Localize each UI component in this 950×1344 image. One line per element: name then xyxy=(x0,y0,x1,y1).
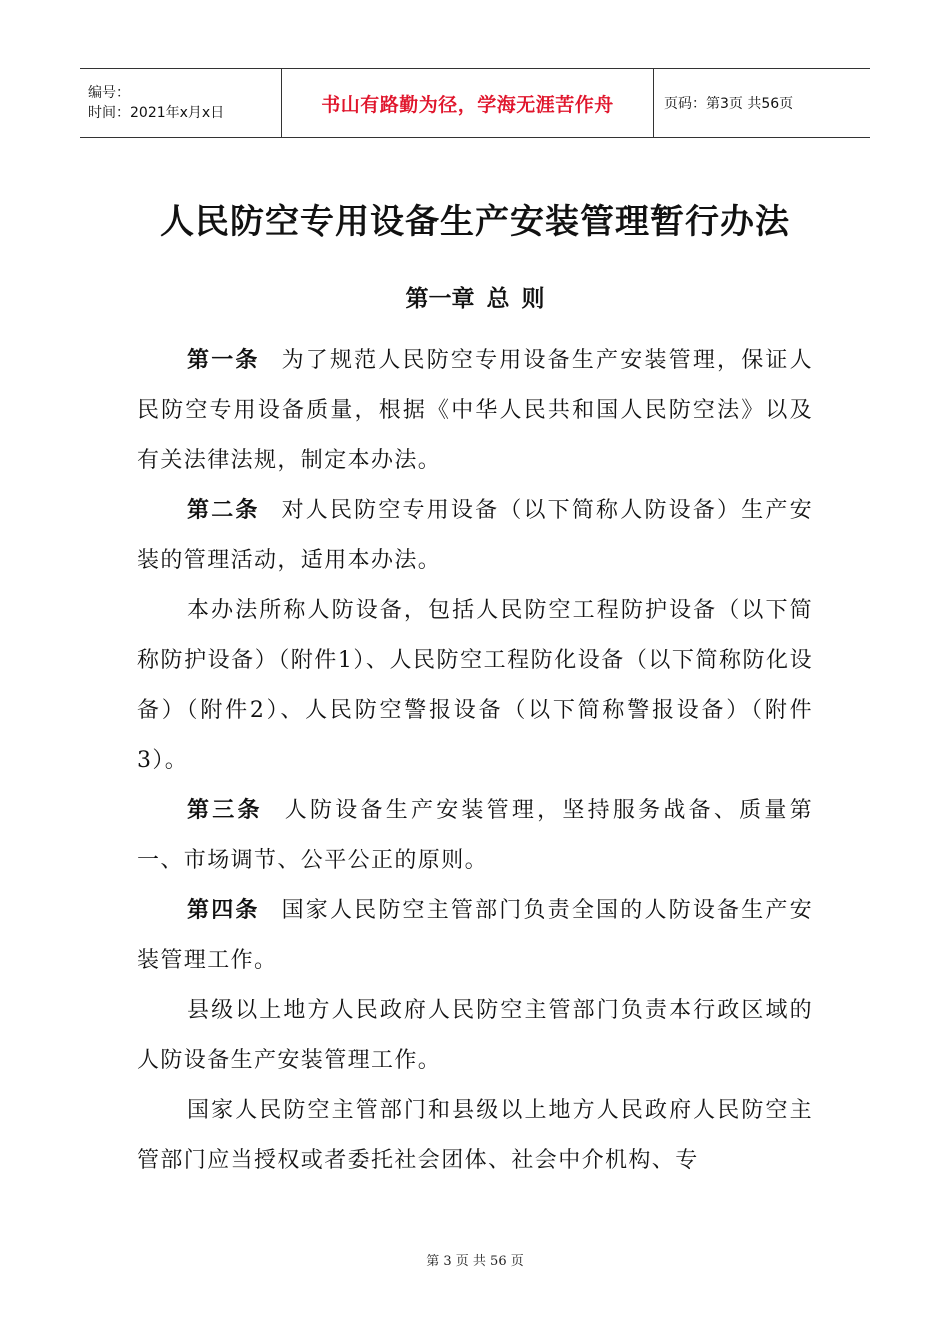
paragraph xyxy=(137,986,813,1086)
article-number: 第一条 xyxy=(187,348,260,373)
paragraph-text: 县级以上地方人民政府人民防空主管部门负责本行政区域的人防设备生产安装管理工作。 xyxy=(137,998,813,1073)
page-footer: 第 3 页 共 56 页 xyxy=(426,1254,524,1269)
paragraph xyxy=(137,886,813,986)
paragraph-text: 国家人民防空主管部门负责全国的人防设备生产安装管理工作。 xyxy=(137,898,813,973)
header-page-info xyxy=(654,69,870,137)
article-number: 第三条 xyxy=(187,798,263,823)
header-motto-cell xyxy=(282,69,654,137)
document-title: 人民防空专用设备生产安装管理暂行办法 xyxy=(160,202,790,242)
page-header xyxy=(80,68,870,138)
page-info-text: 页码：第3页 共56页 xyxy=(664,96,794,112)
paragraph xyxy=(137,1086,813,1186)
paragraph-text: 对人民防空专用设备（以下简称人防设备）生产安装的管理活动，适用本办法。 xyxy=(137,498,813,573)
header-meta xyxy=(80,69,282,137)
document-body xyxy=(137,336,813,1186)
chapter-heading: 第一章 总 则 xyxy=(405,286,545,312)
paragraph xyxy=(137,336,813,486)
article-number: 第二条 xyxy=(187,498,260,523)
motto-text: 书山有路勤为径，学海无涯苦作舟 xyxy=(321,93,614,116)
paragraph xyxy=(137,586,813,786)
paragraph-text: 人防设备生产安装管理，坚持服务战备、质量第一、市场调节、公平公正的原则。 xyxy=(137,798,813,873)
paragraph-text: 国家人民防空主管部门和县级以上地方人民政府人民防空主管部门应当授权或者委托社会团体、社会中介机构、专 xyxy=(137,1098,813,1173)
paragraph-text: 为了规范人民防空专用设备生产安装管理，保证人民防空专用设备质量，根据《中华人民共和国人民防空法》以及有关法律法规，制定本办法。 xyxy=(137,348,813,473)
paragraph xyxy=(137,786,813,886)
article-number: 第四条 xyxy=(187,898,260,923)
paragraph xyxy=(137,486,813,586)
date-label: 时间：2021年x月x日 xyxy=(88,105,225,121)
paragraph-text: 本办法所称人防设备，包括人民防空工程防护设备（以下简称防护设备）（附件1）、人民防空工程防化设备（以下简称防化设备）（附件2）、人民防空警报设备（以下简称警报设备）（附件3）。 xyxy=(137,598,813,773)
serial-number-label: 编号： xyxy=(88,85,130,101)
